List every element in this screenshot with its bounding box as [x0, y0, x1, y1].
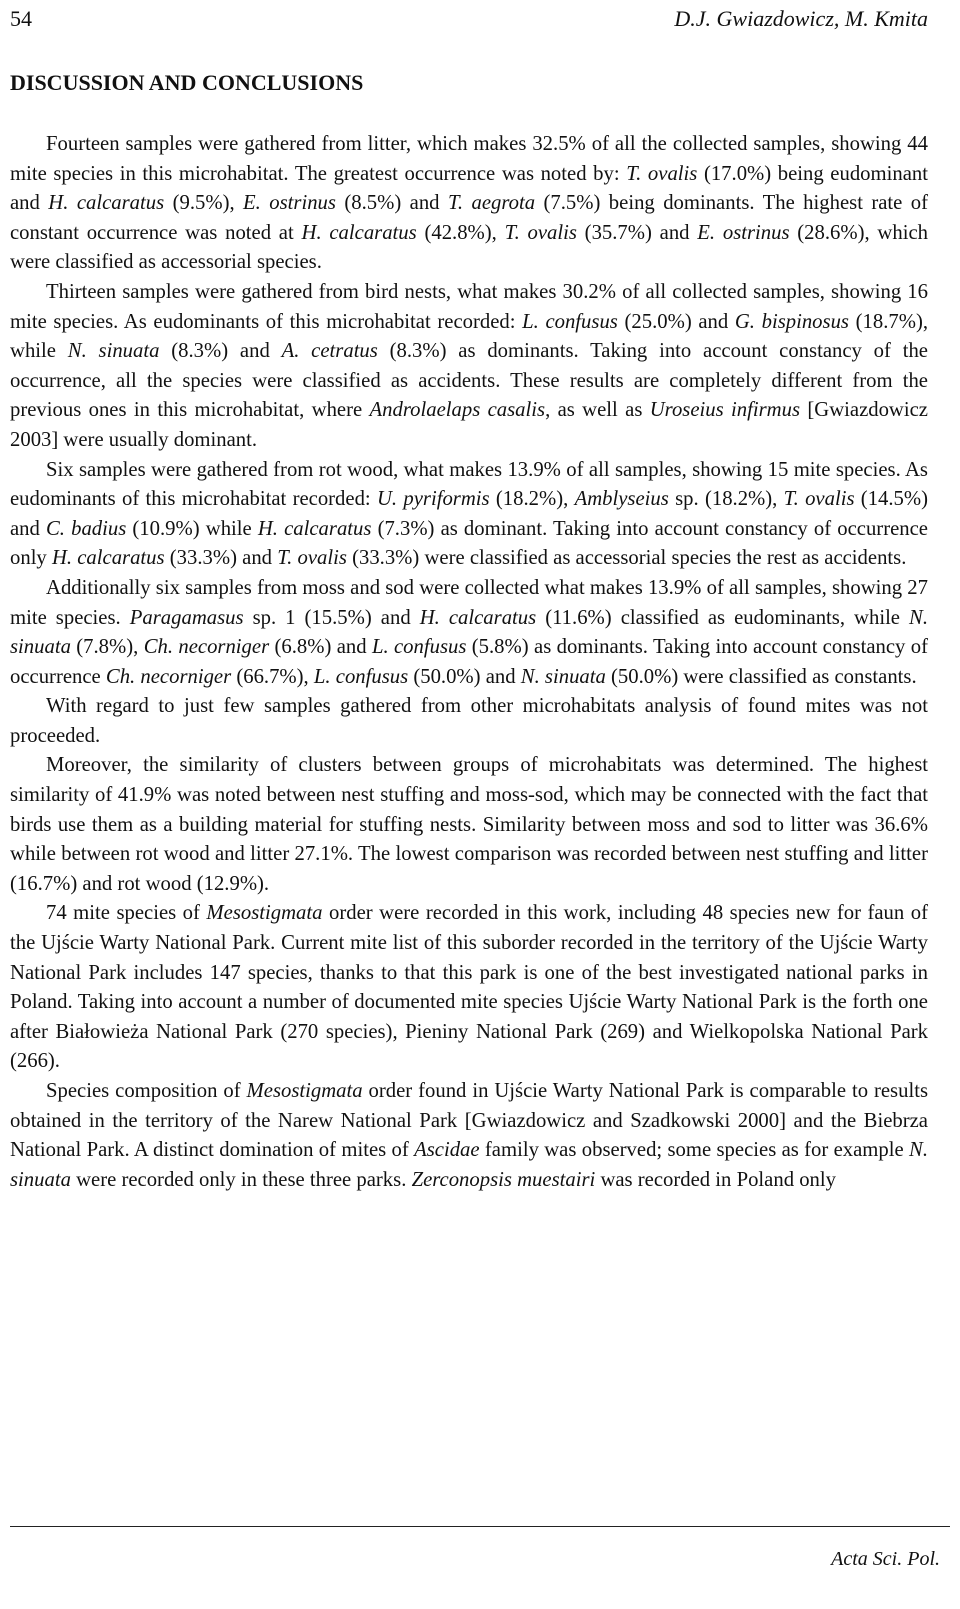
italic-term: T. ovalis [626, 162, 698, 185]
italic-term: H. calcaratus [419, 606, 537, 629]
text-run: (8.3%) and [159, 340, 282, 363]
text-run: sp. (18.2%), [668, 488, 784, 511]
italic-term: H. calcaratus [51, 547, 165, 570]
text-run: (7.5%) being dominants. The highest rate of constant occurrence was noted at [10, 192, 929, 244]
italic-term: H. calcaratus [48, 192, 165, 215]
italic-term: Ch. necorniger [105, 665, 232, 688]
text-run: (50.0%) were classified as constants. [605, 665, 917, 688]
body-paragraph [10, 1077, 928, 1195]
italic-term: U. pyriformis [376, 488, 490, 511]
italic-term: Paragamasus [129, 606, 244, 629]
text-run: (10.9%) while [126, 517, 258, 540]
text-run: (18.2%), [489, 488, 575, 511]
italic-term: T. ovalis [783, 488, 855, 511]
journal-footer: Acta Sci. Pol. [831, 1548, 940, 1570]
text-run: (7.8%), [70, 636, 144, 659]
body-text [10, 130, 928, 1195]
italic-term: Mesostigmata [246, 1080, 363, 1102]
italic-term: T. aegrota [447, 192, 536, 215]
italic-term: T. ovalis [504, 221, 577, 244]
italic-term: L. confusus [313, 665, 409, 688]
italic-term: G. bispinosus [734, 310, 849, 333]
text-run: (66.7%), [231, 665, 314, 688]
text-run: Thirteen samples were gathered from bird nests, what makes 30.2% of all collected samples, showing 16 mite species. As eudominants of this microhabitat recorded: [10, 280, 928, 333]
text-run: (28.6%), which were classified as accessorial species. [10, 221, 928, 274]
footer-rule [10, 1526, 950, 1527]
italic-term: E. ostrinus [697, 221, 790, 244]
text-run: (7.3%) as dominant. Taking into account constancy of occurrence only [10, 517, 928, 570]
text-run: (25.0%) and [617, 310, 735, 333]
text-run: Additionally six samples from moss and sod were collected what makes 13.9% of all samples, showing 27 mite species. [10, 576, 928, 629]
text-run: Fourteen samples were gathered from litter, which makes 32.5% of all the collected samples, showing 44 mite species in this microhabitat. The greatest occurrence was noted by: [10, 133, 928, 185]
italic-term: H. calcaratus [301, 221, 417, 244]
text-run: order were recorded in this work, including 48 species new for faun of the Ujście Warty National Park. Current mite list of this suborder recorded in the territory of the Ujście Warty National Park includes 147 species, thanks to that this park is one of the best investigated national parks in Poland. Taking into account a number of documented mite species Ujście Warty National Park is the forth one after Białowieża National Park (270 species), Pieniny National Park (269) and Wielkopolska National Park (266). [10, 902, 928, 1073]
text-run: (33.3%) were classified as accessorial species the rest as accidents. [346, 547, 907, 570]
italic-term: H. calcaratus [257, 517, 372, 540]
italic-term: Mesostigmata [206, 902, 323, 925]
text-run: (8.3%) as dominants. Taking into account constancy of the occurrence, all the species were classified as accidents. These results are completely different from the previous ones in this microhabitat, where [10, 340, 928, 422]
text-run: (5.8%) as dominants. Taking into account constancy of occurrence [10, 636, 928, 688]
text-run: (6.8%) and [269, 636, 372, 659]
body-paragraph [10, 574, 928, 692]
text-run: (8.5%) and [335, 192, 448, 215]
italic-term: L. confusus [371, 636, 467, 659]
italic-term: N. sinuata [520, 665, 606, 688]
body-paragraph [10, 456, 928, 574]
text-run: Six samples were gathered from rot wood, what makes 13.9% of all samples, showing 15 mite species. As eudominants of this microhabitat recorded: [10, 458, 928, 511]
italic-term: Amblyseius [574, 488, 669, 511]
text-run: (9.5%), [164, 192, 244, 215]
text-run: (42.8%), [416, 221, 505, 244]
body-paragraph [10, 130, 928, 278]
text-run: (50.0%) and [408, 665, 521, 688]
text-run: was recorded in Poland only [595, 1168, 836, 1191]
text-run: With regard to just few samples gathered from other microhabitats analysis of found mites was not proceeded. [10, 695, 928, 747]
running-header [10, 4, 928, 34]
body-paragraph [10, 899, 928, 1077]
italic-term: C. badius [46, 517, 127, 540]
italic-term: Uroseius infirmus [649, 399, 801, 422]
italic-term: L. confusus [522, 310, 618, 333]
body-paragraph [10, 692, 928, 751]
text-run: (33.3%) and [164, 547, 278, 570]
italic-term: Zerconopsis muestairi [411, 1168, 596, 1191]
body-paragraph [10, 278, 928, 456]
text-run: (11.6%) classified as eudominants, while [536, 606, 910, 629]
text-run: 74 mite species of [46, 902, 207, 925]
text-run: family was observed; some species as for example [479, 1139, 910, 1162]
italic-term: Ascidae [414, 1139, 480, 1162]
section-title: DISCUSSION AND CONCLUSIONS [10, 70, 364, 95]
italic-term: Ch. necorniger [143, 636, 270, 659]
text-run: Species composition of [46, 1080, 247, 1102]
italic-term: N. sinuata [67, 340, 160, 363]
text-run: sp. 1 (15.5%) and [243, 606, 420, 629]
italic-term: A. cetratus [281, 340, 378, 363]
body-paragraph [10, 751, 928, 899]
text-run: were recorded only in these three parks. [70, 1168, 412, 1191]
text-run: order found in Ujście Warty National Park is comparable to results obtained in the territory of the Narew National Park [Gwiazdowicz and Szadkowski 2000] and the Biebrza National Park. A distinct domination of mites of [10, 1080, 928, 1162]
text-run: (17.0%) being eudominant and [10, 162, 928, 215]
italic-term: N. sinuata [10, 1139, 928, 1191]
text-run: Moreover, the similarity of clusters between groups of microhabitats was determined. The highest similarity of 41.9% was noted between nest stuffing and moss-sod, which may be connected with the fact that birds use them as a building material for stuffing nests. Similarity between moss and sod to litter was 36.6% while between rot wood and litter 27.1%. The lowest comparison was recorded between nest stuffing and litter (16.7%) and rot wood (12.9%). [10, 754, 928, 895]
text-run: , as well as [545, 399, 650, 422]
text-run: [Gwiazdowicz 2003] were usually dominant. [10, 399, 928, 451]
running-header-authors: D.J. Gwiazdowicz, M. Kmita [674, 6, 928, 31]
italic-term: N. sinuata [10, 606, 929, 659]
text-run: (35.7%) and [576, 221, 698, 244]
italic-term: Androlaelaps casalis [369, 399, 546, 422]
text-run: (18.7%), while [10, 310, 929, 363]
italic-term: E. ostrinus [243, 192, 336, 215]
text-run: (14.5%) and [10, 488, 929, 540]
page-number: 54 [10, 6, 32, 31]
italic-term: T. ovalis [277, 547, 347, 570]
